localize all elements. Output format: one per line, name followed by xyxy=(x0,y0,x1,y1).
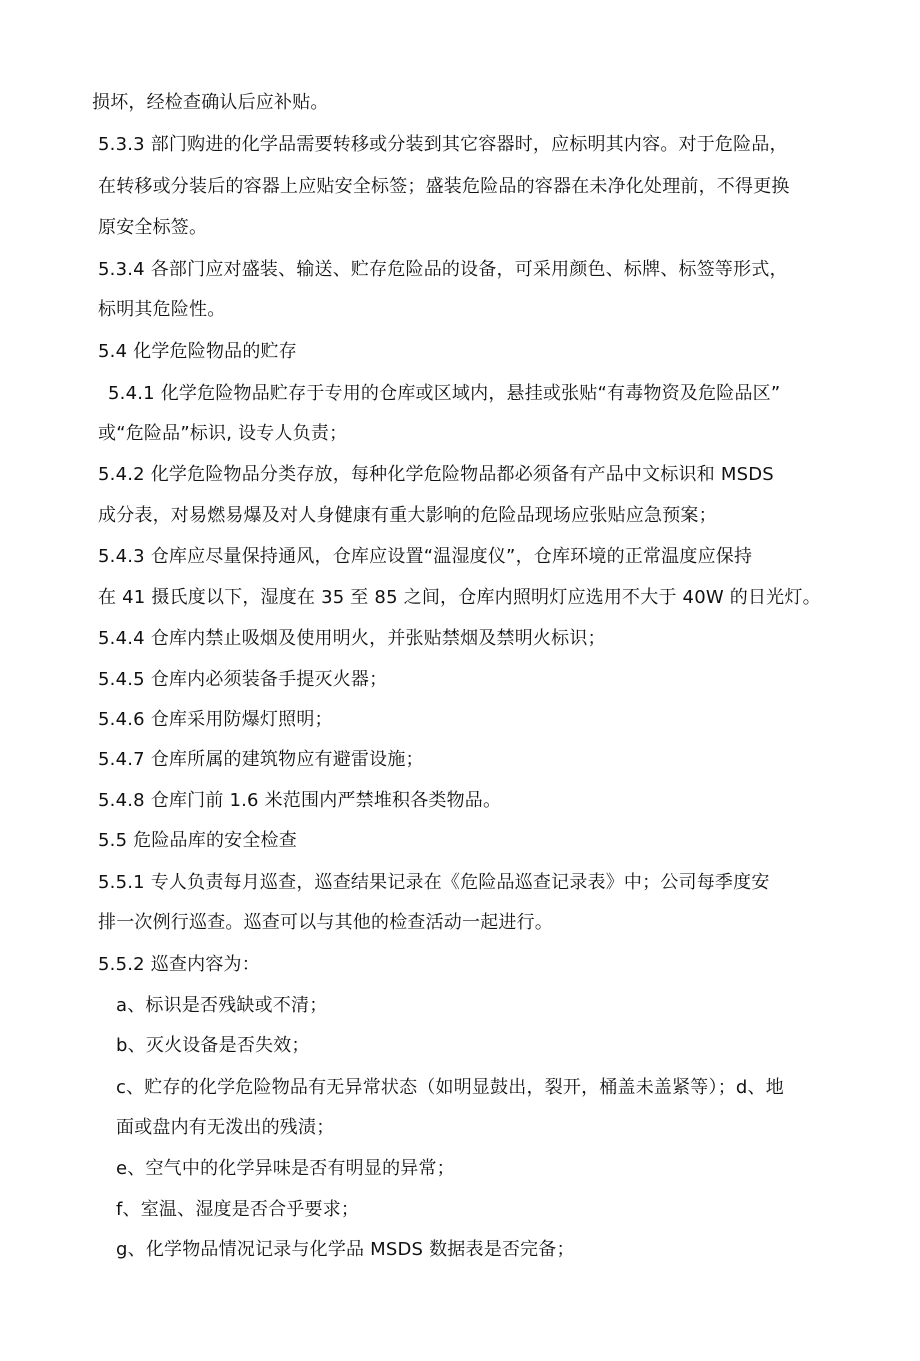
section-5-4-8: 5.4.8 仓库门前 1.6 米范围内严禁堆积各类物品。 xyxy=(98,790,502,811)
text-line: 面或盘内有无泼出的残渍； xyxy=(116,1117,335,1138)
text-line: 标明其危险性。 xyxy=(98,299,226,320)
text-line: 在转移或分装后的容器上应贴安全标签；盛装危险品的容器在未净化处理前，不得更换 xyxy=(98,176,790,197)
section-5-4-3: 5.4.3 仓库应尽量保持通风，仓库应设置“温湿度仪”，仓库环境的正常温度应保持 xyxy=(98,546,753,567)
text-line: 原安全标签。 xyxy=(98,217,208,238)
section-5-4-1: 5.4.1 化学危险物品贮存于专用的仓库或区域内，悬挂或张贴“有毒物资及危险品区” xyxy=(108,383,781,404)
list-item-c: c、贮存的化学危险物品有无异常状态（如明显鼓出，裂开，桶盖未盖紧等）；d、地 xyxy=(116,1077,784,1098)
list-item-e: e、空气中的化学异味是否有明显的异常； xyxy=(116,1158,455,1179)
list-item-b: b、灭火设备是否失效； xyxy=(116,1035,310,1056)
section-5-3-4: 5.3.4 各部门应对盛装、输送、贮存危险品的设备，可采用颜色、标牌、标签等形式， xyxy=(98,259,788,280)
section-5-4-5: 5.4.5 仓库内必须装备手提灭火器； xyxy=(98,669,388,690)
section-5-5-1: 5.5.1 专人负责每月巡查，巡查结果记录在《危险品巡查记录表》中；公司每季度安 xyxy=(98,872,770,893)
list-item-f: f、室温、湿度是否合乎要求； xyxy=(116,1199,360,1220)
section-5-4-2: 5.4.2 化学危险物品分类存放，每种化学危险物品都必须备有产品中文标识和 MSDS xyxy=(98,464,774,485)
list-item-a: a、标识是否残缺或不清； xyxy=(116,995,328,1016)
text-line: 或“危险品”标识, 设专人负责； xyxy=(98,423,348,444)
section-5-3-3: 5.3.3 部门购进的化学品需要转移或分装到其它容器时，应标明其内容。对于危险品， xyxy=(98,134,788,155)
text-line: 成分表，对易燃易爆及对人身健康有重大影响的危险品现场应张贴应急预案； xyxy=(98,505,717,526)
section-5-4-6: 5.4.6 仓库采用防爆灯照明； xyxy=(98,709,333,730)
list-item-g: g、化学物品情况记录与化学品 MSDS 数据表是否完备； xyxy=(116,1239,575,1260)
text-line: 损坏，经检查确认后应补贴。 xyxy=(92,92,329,113)
heading-5-4: 5.4 化学危险物品的贮存 xyxy=(98,341,297,362)
text-line: 排一次例行巡查。巡查可以与其他的检查活动一起进行。 xyxy=(98,912,553,933)
section-5-4-7: 5.4.7 仓库所属的建筑物应有避雷设施； xyxy=(98,749,424,770)
section-5-4-4: 5.4.4 仓库内禁止吸烟及使用明火，并张贴禁烟及禁明火标识； xyxy=(98,628,606,649)
heading-5-5: 5.5 危险品库的安全检查 xyxy=(98,830,297,851)
section-5-5-2: 5.5.2 巡查内容为： xyxy=(98,954,260,975)
text-line: 在 41 摄氏度以下，湿度在 35 至 85 之间，仓库内照明灯应选用不大于 40W 的日光灯。 xyxy=(98,587,821,608)
